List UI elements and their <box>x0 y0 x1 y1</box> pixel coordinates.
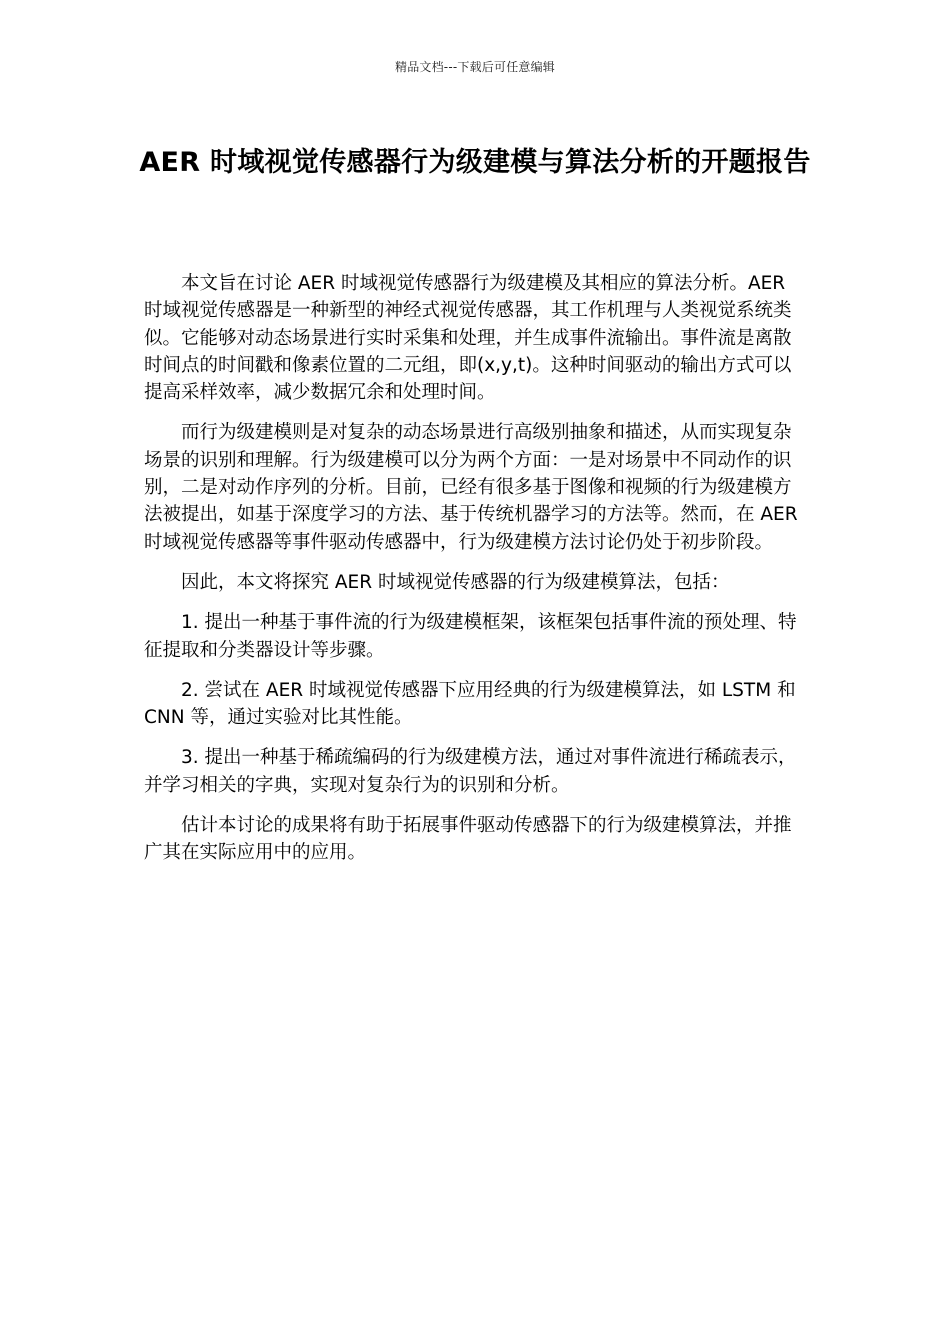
paragraph-behavior-modeling: 而行为级建模则是对复杂的动态场景进行高级别抽象和描述，从而实现复杂场景的识别和理解。行为级建模可以分为两个方面：一是对场景中不同动作的识别，二是对动作序列的分析。目前，已经有很多基于图像和视频的行为级建模方法被提出，如基于深度学习的方法、基于传统机器学习的方法等。然而，在 AER 时域视觉传感器等事件驱动传感器中，行为级建模方法讨论仍处于初步阶段。 <box>144 422 798 553</box>
paragraph-conclusion: 估计本讨论的成果将有助于拓展事件驱动传感器下的行为级建模算法，并推广其在实际应用中的应用。 <box>144 815 792 864</box>
document-title: AER 时域视觉传感器行为级建模与算法分析的开题报告 <box>139 147 811 178</box>
paragraph-research-plan: 因此，本文将探究 AER 时域视觉传感器的行为级建模算法，包括： <box>181 571 730 593</box>
paragraph-intro: 本文旨在讨论 AER 时域视觉传感器行为级建模及其相应的算法分析。AER 时域视觉传感器是一种新型的神经式视觉传感器，其工作机理与人类视觉系统类似。它能够对动态场景进行实时采集和处理，并生成事件流输出。事件流是离散时间点的时间戳和像素位置的二元组，即(x,y,t)。这种时间驱动的输出方式可以提高采样效率，减少数据冗余和处理时间。 <box>144 273 792 404</box>
list-item-3: 3. 提出一种基于稀疏编码的行为级建模方法，通过对事件流进行稀疏表示，并学习相关的字典，实现对复杂行为的识别和分析。 <box>144 747 797 796</box>
header-note: 精品文档---下载后可任意编辑 <box>395 60 555 74</box>
document-body <box>144 270 804 880</box>
list-item-1: 1. 提出一种基于事件流的行为级建模框架，该框架包括事件流的预处理、特征提取和分类器设计等步骤。 <box>144 612 797 661</box>
list-item-2: 2. 尝试在 AER 时域视觉传感器下应用经典的行为级建模算法，如 LSTM 和 CNN 等，通过实验对比其性能。 <box>144 679 796 729</box>
